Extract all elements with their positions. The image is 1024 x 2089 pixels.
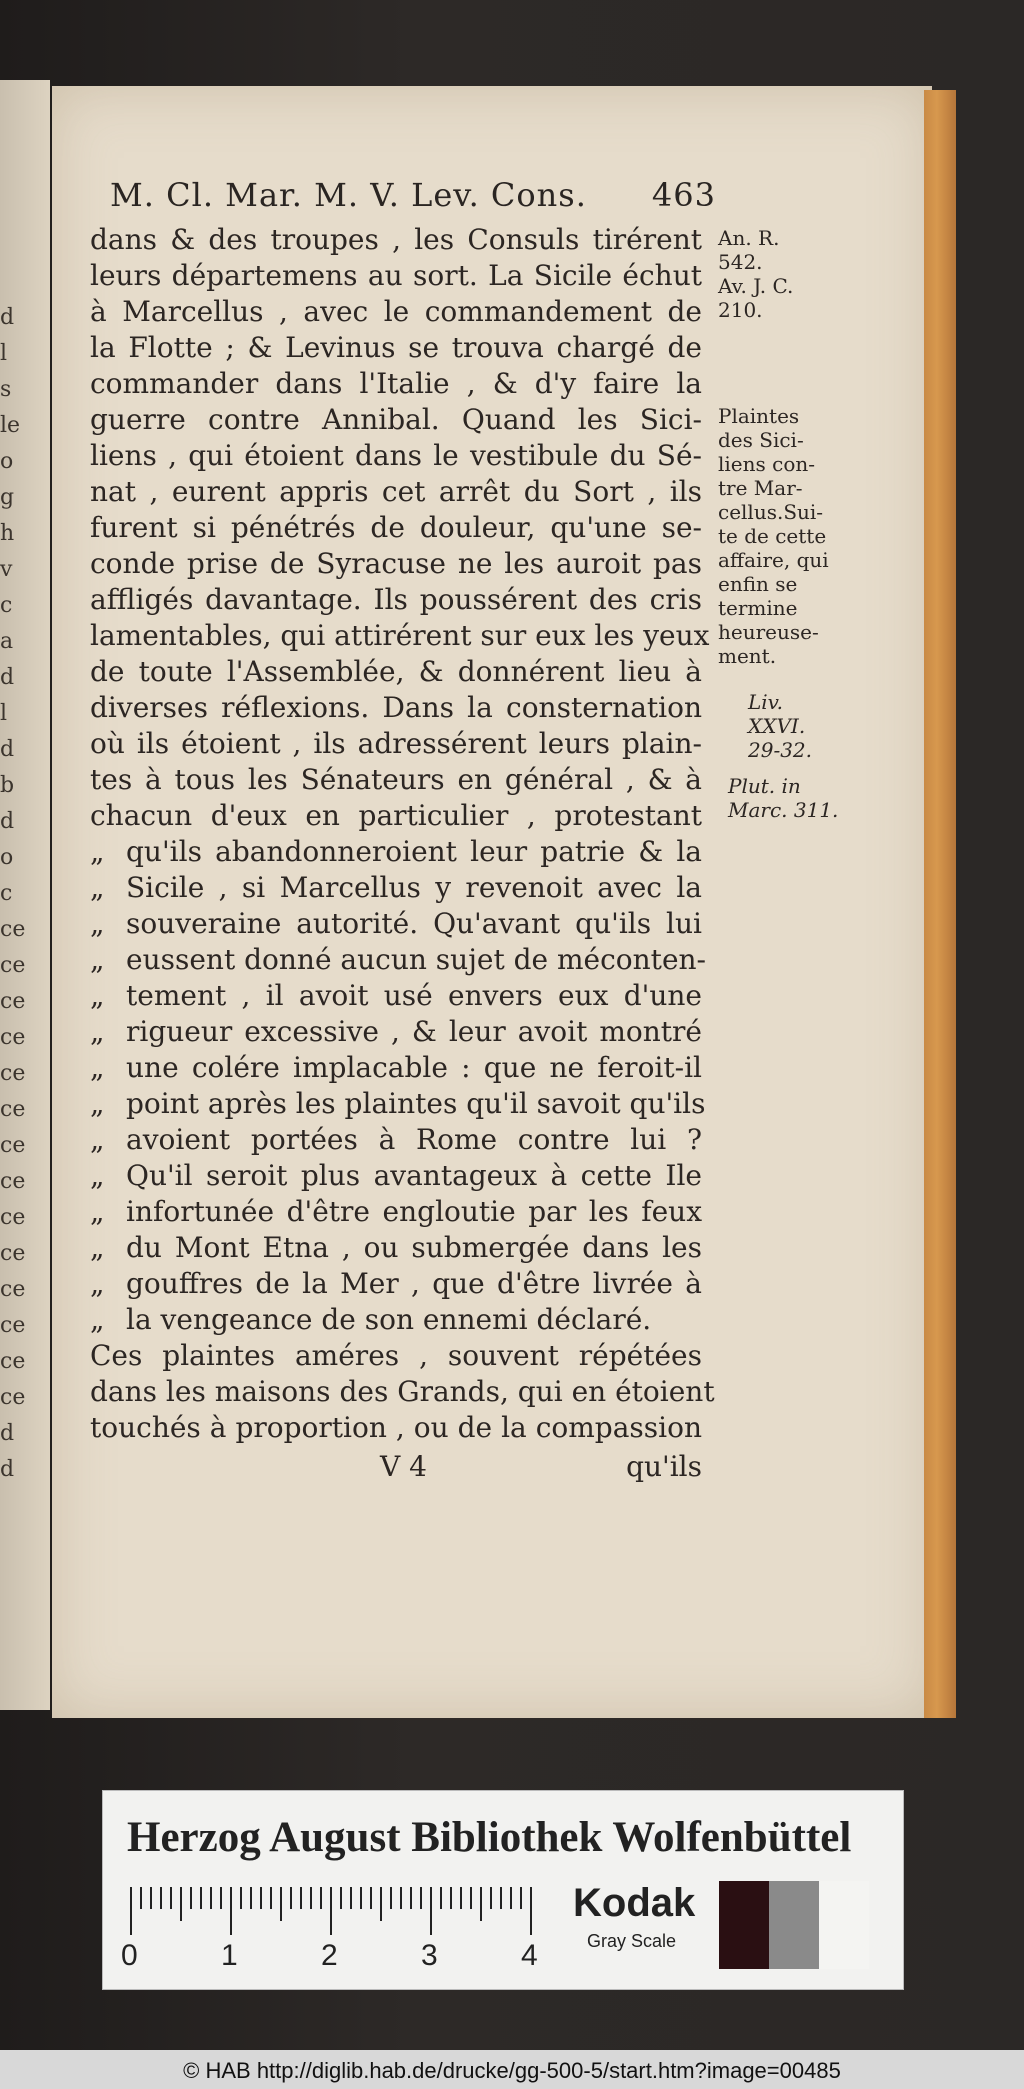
text-line bbox=[90, 474, 702, 510]
quote-mark: „ bbox=[90, 1015, 105, 1048]
quote-mark: „ bbox=[90, 1231, 105, 1264]
line-text: diverses réflexions. Dans la consternation bbox=[90, 691, 702, 724]
line-text: de toute l'Assemblée, & donnérent lieu à bbox=[90, 655, 702, 688]
fragment-char: l bbox=[0, 341, 8, 366]
quote-mark: „ bbox=[90, 835, 105, 868]
fragment-char: d bbox=[0, 737, 15, 762]
fragment-char: ce bbox=[0, 1313, 26, 1338]
fragment-char: ce bbox=[0, 1061, 26, 1086]
fragment-char: ce bbox=[0, 1205, 26, 1230]
fragment-char: c bbox=[0, 881, 13, 906]
ruler-scale bbox=[129, 1887, 549, 1935]
fragment-char: ce bbox=[0, 1385, 26, 1410]
fragment-char: b bbox=[0, 773, 15, 798]
text-line bbox=[90, 1410, 702, 1446]
margin-line: Plut. in bbox=[728, 774, 801, 798]
line-text: touchés à proportion , ou de la compassion bbox=[90, 1411, 702, 1444]
margin-line: 542. bbox=[718, 250, 763, 274]
text-line bbox=[90, 654, 702, 690]
line-text: Ces plaintes améres , souvent répétées bbox=[90, 1339, 702, 1372]
quote-mark: „ bbox=[90, 943, 105, 976]
line-text: tement , il avoit usé envers eux d'une bbox=[126, 979, 702, 1012]
line-text: rigueur excessive , & leur avoit montré bbox=[126, 1015, 702, 1048]
fragment-char: s bbox=[0, 377, 12, 402]
line-text: liens , qui étoient dans le vestibule du Sé- bbox=[90, 439, 702, 472]
fragment-char: d bbox=[0, 1457, 15, 1482]
margin-summary bbox=[718, 404, 838, 668]
text-line bbox=[90, 1086, 706, 1122]
line-text: commander dans l'Italie , & d'y faire la bbox=[90, 367, 702, 400]
line-text: chacun d'eux en particulier , protestant bbox=[90, 799, 702, 832]
ruler-number: 2 bbox=[321, 1939, 338, 1972]
line-text: point après les plaintes qu'il savoit qu'ils bbox=[126, 1087, 706, 1120]
margin-date bbox=[718, 226, 838, 322]
line-text: Sicile , si Marcellus y revenoit avec la bbox=[126, 871, 702, 904]
text-line bbox=[90, 366, 702, 402]
text-line bbox=[90, 1266, 702, 1302]
fragment-char: ce bbox=[0, 917, 26, 942]
margin-line: heureuse- bbox=[718, 620, 819, 644]
line-text: eussent donné aucun sujet de méconten- bbox=[126, 943, 707, 976]
line-text: souveraine autorité. Qu'avant qu'ils lui bbox=[126, 907, 702, 940]
text-line bbox=[90, 870, 702, 906]
line-text: dans & des troupes , les Consuls tirérent bbox=[90, 223, 702, 256]
page-edge bbox=[924, 90, 956, 1718]
ruler-number: 3 bbox=[421, 1939, 438, 1972]
line-text: la vengeance de son ennemi déclaré. bbox=[126, 1303, 652, 1336]
page-footer bbox=[90, 1450, 702, 1486]
line-text: du Mont Etna , ou submergée dans les bbox=[126, 1231, 702, 1264]
margin-line: te de cette bbox=[718, 524, 827, 548]
margin-line: Plaintes bbox=[718, 404, 800, 428]
text-line bbox=[90, 618, 710, 654]
line-text: la Flotte ; & Levinus se trouva chargé de bbox=[90, 331, 702, 364]
text-line bbox=[90, 834, 702, 870]
fragment-char: ce bbox=[0, 989, 26, 1014]
fragment-char: d bbox=[0, 305, 15, 330]
text-line bbox=[90, 762, 702, 798]
fragment-char: v bbox=[0, 557, 13, 582]
fragment-char: o bbox=[0, 449, 14, 474]
gray-scale-label: Gray Scale bbox=[587, 1931, 677, 1951]
library-label bbox=[102, 1790, 904, 1990]
margin-line: liens con- bbox=[718, 452, 816, 476]
line-text: nat , eurent appris cet arrêt du Sort , ils bbox=[90, 475, 702, 508]
margin-line: affaire, qui bbox=[718, 548, 829, 572]
text-line bbox=[90, 510, 702, 546]
margin-line: XXVI. bbox=[748, 714, 806, 738]
line-text: leurs départemens au sort. La Sicile échut bbox=[90, 259, 702, 292]
line-text: gouffres de la Mer , que d'être livrée à bbox=[126, 1267, 702, 1300]
fragment-char: ce bbox=[0, 1133, 26, 1158]
fragment-char: ce bbox=[0, 1277, 26, 1302]
text-line bbox=[90, 1302, 702, 1338]
fragment-char: ce bbox=[0, 1097, 26, 1122]
margin-line: cellus.Sui- bbox=[718, 500, 824, 524]
text-line bbox=[90, 1122, 702, 1158]
text-line bbox=[90, 330, 702, 366]
line-text: où ils étoient , ils adressérent leurs plain- bbox=[90, 727, 702, 760]
fragment-char: d bbox=[0, 809, 15, 834]
fragment-char: d bbox=[0, 665, 15, 690]
quote-mark: „ bbox=[90, 1051, 105, 1084]
margin-line: tre Mar- bbox=[718, 476, 803, 500]
quote-mark: „ bbox=[90, 979, 105, 1012]
text-line bbox=[90, 1374, 715, 1410]
fragment-char: ce bbox=[0, 953, 26, 978]
text-line bbox=[90, 1338, 702, 1374]
fragment-char: ce bbox=[0, 1025, 26, 1050]
line-text: conde prise de Syracuse ne les auroit pas bbox=[90, 547, 702, 580]
ruler-numbers bbox=[121, 1939, 561, 1973]
text-line bbox=[90, 222, 702, 258]
signature-mark: V 4 bbox=[380, 1450, 427, 1483]
text-line bbox=[90, 582, 702, 618]
fragment-char: h bbox=[0, 521, 15, 546]
credit-text: © HAB http://diglib.hab.de/drucke/gg-500-5/start.htm?image=00485 bbox=[183, 2058, 841, 2083]
text-line bbox=[90, 294, 702, 330]
line-text: dans les maisons des Grands, qui en étoient bbox=[90, 1375, 715, 1408]
fragment-char: l bbox=[0, 701, 8, 726]
running-header bbox=[110, 176, 716, 214]
text-line bbox=[90, 1158, 702, 1194]
text-line bbox=[90, 798, 702, 834]
quote-mark: „ bbox=[90, 1123, 105, 1156]
margin-line: An. R. bbox=[718, 226, 780, 250]
quote-mark: „ bbox=[90, 1195, 105, 1228]
text-line bbox=[90, 1014, 702, 1050]
line-text: une colére implacable : que ne feroit-il bbox=[126, 1051, 702, 1084]
text-line bbox=[90, 1050, 702, 1086]
line-text: avoient portées à Rome contre lui ? bbox=[126, 1123, 702, 1156]
line-text: Qu'il seroit plus avantageux à cette Ile bbox=[126, 1159, 702, 1192]
margin-line: Marc. 311. bbox=[728, 798, 839, 822]
fragment-char: a bbox=[0, 629, 14, 654]
fragment-char: le bbox=[0, 413, 21, 438]
quote-mark: „ bbox=[90, 907, 105, 940]
text-line bbox=[90, 1230, 702, 1266]
text-line bbox=[90, 726, 702, 762]
margin-line: des Sici- bbox=[718, 428, 804, 452]
fragment-char: c bbox=[0, 593, 13, 618]
margin-line: Liv. bbox=[748, 690, 783, 714]
margin-ref-livy bbox=[748, 690, 868, 762]
ruler-number: 1 bbox=[221, 1939, 238, 1972]
text-line bbox=[90, 690, 702, 726]
margin-line: ment. bbox=[718, 644, 777, 668]
library-title: Herzog August Bibliothek Wolfenbüttel bbox=[127, 1814, 852, 1861]
body-text bbox=[90, 222, 715, 1446]
fragment-char: ce bbox=[0, 1241, 26, 1266]
swatch-mid bbox=[769, 1881, 819, 1969]
text-line bbox=[90, 258, 702, 294]
margin-line: enfin se bbox=[718, 572, 798, 596]
fragment-char: o bbox=[0, 845, 14, 870]
line-text: furent si pénétrés de douleur, qu'une se- bbox=[90, 511, 702, 544]
text-line bbox=[90, 402, 702, 438]
line-text: à Marcellus , avec le commandement de bbox=[90, 295, 702, 328]
text-line bbox=[90, 978, 702, 1014]
catchword: qu'ils bbox=[626, 1450, 702, 1483]
text-line bbox=[90, 1194, 702, 1230]
margin-line: Av. J. C. bbox=[718, 274, 794, 298]
text-line bbox=[90, 438, 702, 474]
text-line bbox=[90, 942, 707, 978]
margin-ref-plutarch bbox=[728, 774, 848, 822]
quote-mark: „ bbox=[90, 1267, 105, 1300]
line-text: infortunée d'être engloutie par les feux bbox=[126, 1195, 702, 1228]
credit-bar bbox=[0, 2050, 1024, 2089]
line-text: affligés davantage. Ils poussérent des cris bbox=[90, 583, 702, 616]
fragment-char: ce bbox=[0, 1169, 26, 1194]
text-line bbox=[90, 906, 702, 942]
text-line bbox=[90, 546, 702, 582]
ruler-number: 4 bbox=[521, 1939, 538, 1972]
quote-mark: „ bbox=[90, 1087, 105, 1120]
line-text: guerre contre Annibal. Quand les Sici- bbox=[90, 403, 702, 436]
line-text: qu'ils abandonneroient leur patrie & la bbox=[126, 835, 702, 868]
line-text: lamentables, qui attirérent sur eux les yeux bbox=[90, 619, 710, 652]
facing-page-edge bbox=[0, 80, 50, 1710]
quote-mark: „ bbox=[90, 1159, 105, 1192]
line-text: tes à tous les Sénateurs en général , & à bbox=[90, 763, 702, 796]
quote-mark: „ bbox=[90, 871, 105, 904]
page-number: 463 bbox=[651, 176, 716, 214]
kodak-logo: Kodak bbox=[573, 1881, 696, 1925]
fragment-char: ce bbox=[0, 1349, 26, 1374]
swatch-light bbox=[819, 1881, 869, 1969]
margin-line: termine bbox=[718, 596, 798, 620]
swatch-dark bbox=[719, 1881, 769, 1969]
fragment-char: d bbox=[0, 1421, 15, 1446]
header-title: M. Cl. Mar. M. V. Lev. Cons. bbox=[110, 176, 587, 214]
ruler-number: 0 bbox=[121, 1939, 138, 1972]
margin-line: 29-32. bbox=[748, 738, 813, 762]
margin-line: 210. bbox=[718, 298, 763, 322]
fragment-char: g bbox=[0, 485, 15, 510]
quote-mark: „ bbox=[90, 1303, 105, 1336]
facing-page-fragments bbox=[0, 300, 26, 1488]
